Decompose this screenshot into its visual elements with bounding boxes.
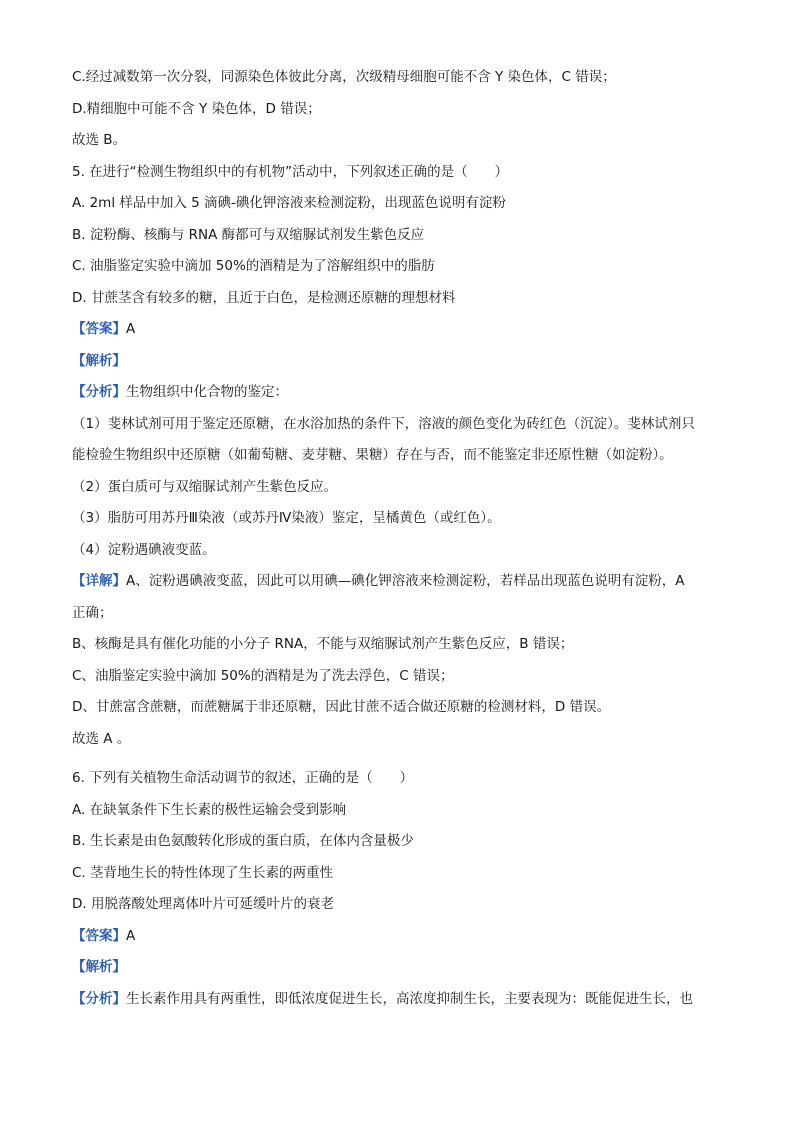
analysis-point-4: （4）淀粉遇碘液变蓝。 xyxy=(72,541,216,558)
analysis-point-3: （3）脂肪可用苏丹Ⅲ染液（或苏丹Ⅳ染液）鉴定，呈橘黄色（或红色）。 xyxy=(72,510,501,526)
analysis-point-1b: 能检验生物组织中还原糖（如葡萄糖、麦芽糖、果糖）存在与否，而不能鉴定非还原性糖（如淀粉）。 xyxy=(72,447,673,463)
answer-line-2: 【答案】A xyxy=(72,927,136,944)
analysis-point-1a: （1）斐林试剂可用于鉴定还原糖，在水浴加热的条件下，溶液的颜色变化为砖红色（沉淀）。斐林试剂只 xyxy=(72,415,695,432)
analysis-heading xyxy=(72,346,722,378)
question-6-option-a: A. 在缺氧条件下生长素的极性运输会受到影响 xyxy=(72,801,347,818)
answer-tag-2: 【答案】 xyxy=(72,927,126,944)
document-page xyxy=(72,62,722,1015)
analysis-intro-2: 【分析】生长素作用具有两重性，即低浓度促进生长，高浓度抑制生长，主要表现为：既能促进生长，也 xyxy=(72,990,693,1007)
analysis-intro: 【分析】生物组织中化合物的鉴定： xyxy=(72,384,288,400)
question-5-option-a: A. 2ml 样品中加入 5 滴碘-碘化钾溶液来检测淀粉，出现蓝色说明有淀粉 xyxy=(72,195,506,211)
text-line-3: 故选 B。 xyxy=(72,132,127,148)
question-5-option-c: C. 油脂鉴定实验中滴加 50%的酒精是为了溶解组织中的脂肪 xyxy=(72,258,435,274)
fenxi-tag: 【分析】 xyxy=(72,384,126,400)
question-6-option-b: B. 生长素是由色氨酸转化形成的蛋白质，在体内含量极少 xyxy=(72,833,414,849)
question-5-option-b: B. 淀粉酶、核酶与 RNA 酶都可与双缩脲试剂发生紫色反应 xyxy=(72,226,425,243)
answer-tag: 【答案】 xyxy=(72,321,126,337)
question-6-stem: 6. 下列有关植物生命活动调节的叙述，正确的是（ ） xyxy=(72,770,414,786)
analysis-heading-2 xyxy=(72,952,722,984)
question-5-option-d: D. 甘蔗茎含有较多的糖，且近于白色，是检测还原糖的理想材料 xyxy=(72,289,456,306)
conclusion-line: 故选 A 。 xyxy=(72,730,131,747)
detail-line-a: 【详解】A、淀粉遇碘液变蓝，因此可以用碘—碘化钾溶液来检测淀粉，若样品出现蓝色说明有淀粉，A xyxy=(72,573,685,589)
detail-tag: 【详解】 xyxy=(72,573,126,589)
detail-line-c: C、油脂鉴定实验中滴加 50%的酒精是为了洗去浮色，C 错误； xyxy=(72,667,454,684)
question-6-option-d: D. 用脱落酸处理离体叶片可延缓叶片的衰老 xyxy=(72,896,334,912)
fenxi-tag-2: 【分析】 xyxy=(72,990,126,1007)
question-6-option-c: C. 茎背地生长的特性体现了生长素的两重性 xyxy=(72,864,334,881)
detail-line-b: B、核酶是具有催化功能的小分子 RNA，不能与双缩脲试剂产生紫色反应，B 错误； xyxy=(72,636,574,652)
analysis-point-2: （2）蛋白质可与双缩脲试剂产生紫色反应。 xyxy=(72,478,338,495)
analysis-tag: 【解析】 xyxy=(72,352,126,369)
question-5-stem: 5. 在进行“检测生物组织中的有机物”活动中，下列叙述正确的是（ ） xyxy=(72,163,509,180)
text-line-2: D.精细胞中可能不含 Y 染色体，D 错误； xyxy=(72,100,321,117)
text-line-1: C.经过减数第一次分裂，同源染色体彼此分离，次级精母细胞可能不含 Y 染色体，C 错误； xyxy=(72,69,616,85)
answer-line: 【答案】A xyxy=(72,321,136,337)
detail-line-a-cont: 正确； xyxy=(72,604,113,621)
detail-line-d: D、甘蔗富含蔗糖，而蔗糖属于非还原糖，因此甘蔗不适合做还原糖的检测材料，D 错误。 xyxy=(72,699,611,715)
analysis-tag-2: 【解析】 xyxy=(72,959,126,975)
